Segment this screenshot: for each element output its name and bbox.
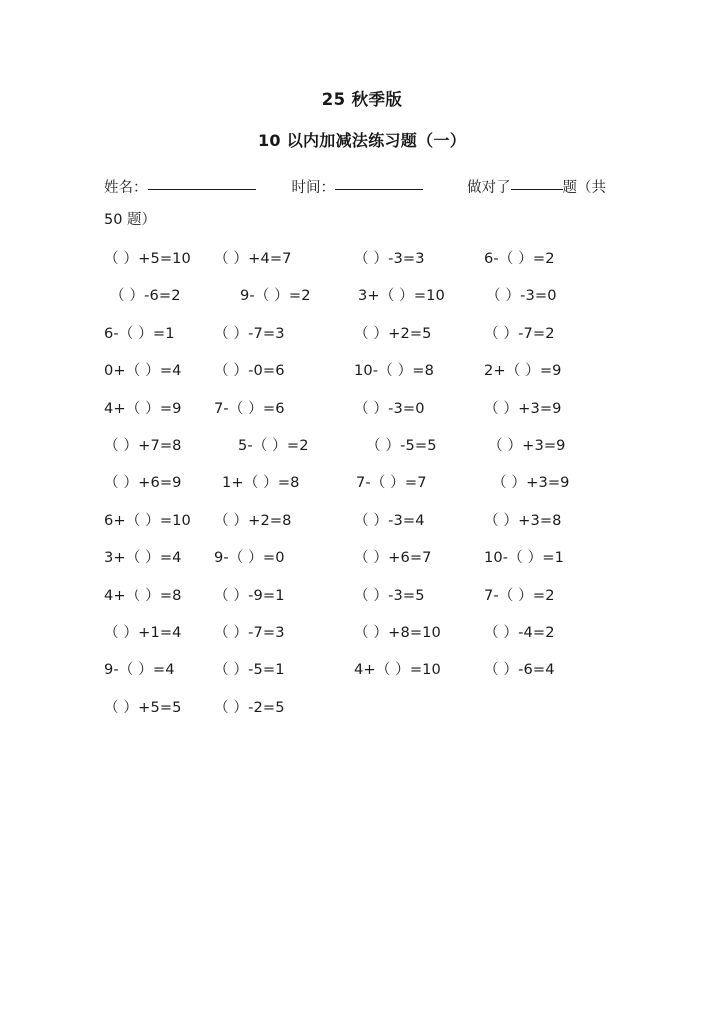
problem-item[interactable]: （ ）+8=10 — [354, 623, 441, 641]
time-blank-field[interactable] — [335, 189, 423, 190]
problem-item[interactable]: （ ）-3=4 — [354, 511, 425, 529]
problem-item[interactable]: （ ）-7=2 — [484, 324, 555, 342]
problem-item[interactable]: （ ）+3=9 — [488, 436, 566, 454]
problem-item[interactable]: 7-（ ）=6 — [214, 399, 285, 417]
total-questions-text: 50 题） — [104, 212, 157, 228]
problem-item[interactable]: 4+（ ）=8 — [104, 586, 182, 604]
problem-row — [0, 656, 724, 693]
problem-item[interactable]: 0+（ ）=4 — [104, 362, 182, 380]
problem-row — [0, 282, 724, 319]
problem-row — [0, 320, 724, 357]
problem-item[interactable]: （ ）+1=4 — [104, 623, 182, 641]
problem-item[interactable]: （ ）+6=7 — [354, 549, 432, 567]
problem-item[interactable]: 2+（ ）=9 — [484, 362, 562, 380]
header-fields-row — [104, 172, 620, 204]
problem-item[interactable]: （ ）+2=5 — [354, 324, 432, 342]
problem-row — [0, 544, 724, 581]
problem-item[interactable]: （ ）-9=1 — [214, 586, 285, 604]
problem-item[interactable]: 7-（ ）=7 — [356, 474, 427, 492]
problem-item[interactable]: 1+（ ）=8 — [222, 474, 300, 492]
problem-row — [0, 395, 724, 432]
problem-item[interactable]: （ ）-5=1 — [214, 661, 285, 679]
problem-item[interactable]: （ ）-2=5 — [214, 698, 285, 716]
problem-row — [0, 619, 724, 656]
problem-item[interactable]: 10-（ ）=8 — [354, 362, 434, 380]
problem-row — [0, 469, 724, 506]
time-label: 时间： — [291, 180, 335, 196]
problem-item[interactable]: （ ）-3=0 — [354, 399, 425, 417]
name-label: 姓名： — [104, 180, 148, 196]
problem-item[interactable]: （ ）+7=8 — [104, 436, 182, 454]
problem-item[interactable]: （ ）+3=9 — [484, 399, 562, 417]
problem-item[interactable]: （ ）-3=0 — [486, 287, 557, 305]
problem-item[interactable]: 6-（ ）=1 — [104, 324, 175, 342]
problem-item[interactable]: （ ）-3=5 — [354, 586, 425, 604]
problem-item[interactable]: （ ）-3=3 — [354, 250, 425, 267]
problem-item[interactable]: （ ）+2=8 — [214, 511, 292, 529]
problem-item[interactable]: 4+（ ）=10 — [354, 661, 441, 679]
problem-item[interactable]: （ ）-6=4 — [484, 661, 555, 679]
problem-item[interactable]: （ ）+5=5 — [104, 698, 182, 716]
problem-row — [0, 582, 724, 619]
score-label-suffix: 题（共 — [562, 180, 606, 196]
problem-item[interactable]: 5-（ ）=2 — [238, 436, 309, 454]
problem-item[interactable]: 3+（ ）=4 — [104, 549, 182, 567]
page-title: 25 秋季版 — [321, 90, 403, 109]
problem-item[interactable]: （ ）+6=9 — [104, 474, 182, 492]
problem-item[interactable]: （ ）+5=10 — [104, 250, 191, 267]
problem-item[interactable]: 9-（ ）=4 — [104, 661, 175, 679]
problem-row — [0, 694, 724, 731]
problem-item[interactable]: 6+（ ）=10 — [104, 511, 191, 529]
problem-item[interactable]: 3+（ ）=10 — [358, 287, 445, 305]
problem-item[interactable]: （ ）+4=7 — [214, 250, 292, 267]
problem-row — [0, 357, 724, 394]
problem-row — [0, 432, 724, 469]
problem-item[interactable]: 9-（ ）=0 — [214, 549, 285, 567]
page-subtitle: 10 以内加减法练习题（一） — [257, 131, 467, 150]
problem-item[interactable]: （ ）-7=3 — [214, 324, 285, 342]
problem-row — [0, 245, 724, 282]
watermark-text: 拾光云库资源站 — [46, 567, 204, 591]
problem-item[interactable]: 10-（ ）=1 — [484, 549, 564, 567]
score-blank-field[interactable] — [511, 189, 563, 190]
worksheet-header-info — [104, 172, 620, 236]
problem-item[interactable]: 9-（ ）=2 — [240, 287, 311, 305]
problem-item[interactable]: 6-（ ）=2 — [484, 250, 555, 267]
problem-row — [0, 507, 724, 544]
problem-item[interactable]: （ ）-7=3 — [214, 623, 285, 641]
problem-item[interactable]: （ ）-4=2 — [484, 623, 555, 641]
problem-item[interactable]: 7-（ ）=2 — [484, 586, 555, 604]
problem-item[interactable]: （ ）-5=5 — [366, 436, 437, 454]
problem-item[interactable]: 4+（ ）=9 — [104, 399, 182, 417]
score-label-prefix: 做对了 — [467, 180, 511, 196]
problem-item[interactable]: （ ）+3=9 — [492, 474, 570, 492]
problem-item[interactable]: （ ）-6=2 — [110, 287, 181, 305]
problem-item[interactable]: （ ）-0=6 — [214, 362, 285, 380]
problem-grid — [0, 245, 724, 731]
problem-item[interactable]: （ ）+3=8 — [484, 511, 562, 529]
name-blank-field[interactable] — [148, 189, 256, 190]
